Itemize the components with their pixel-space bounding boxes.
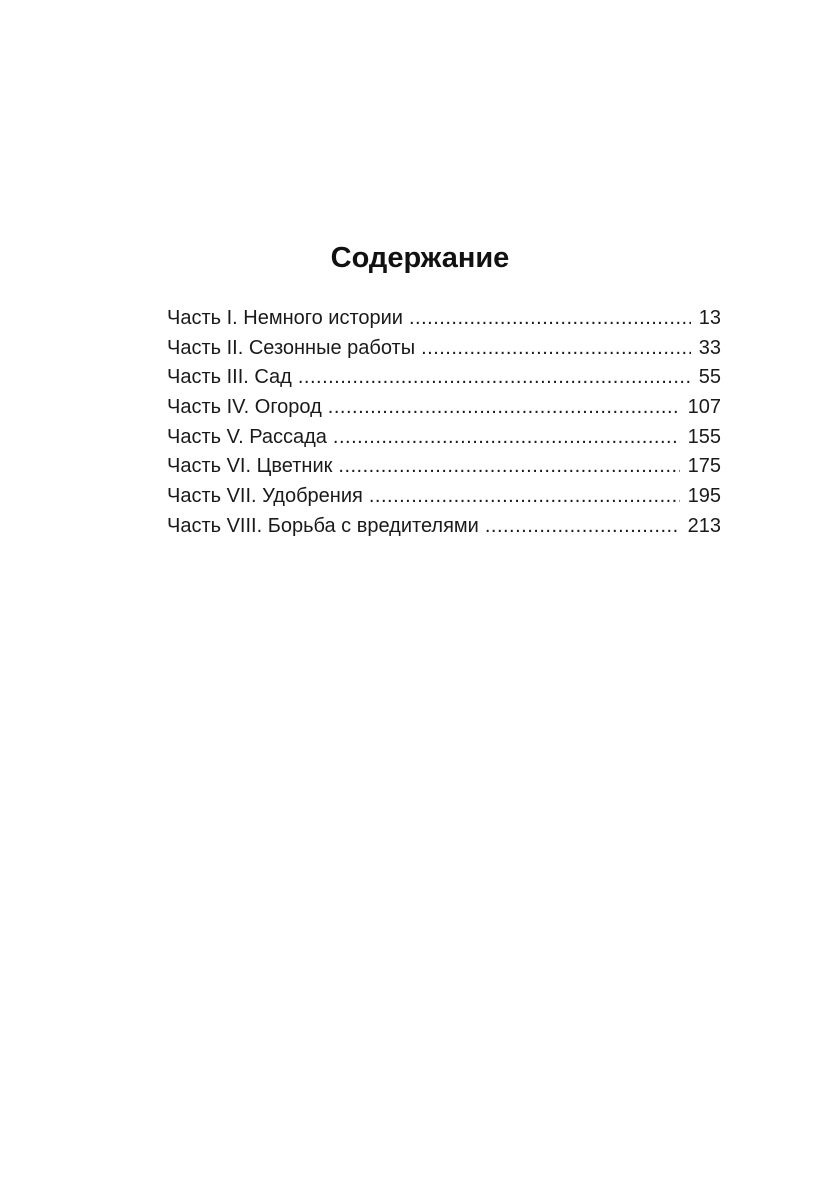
toc-dot-leader (409, 304, 691, 334)
toc-entry-label: Часть V. Рассада (167, 425, 327, 448)
toc-entry-part-5 (167, 423, 721, 453)
toc-entry-label: Часть III. Сад (167, 366, 292, 389)
toc-entry-label: Часть IV. Огород (167, 396, 322, 419)
toc-entry-label: Часть II. Сезонные работы (167, 336, 416, 359)
toc-entry-part-1 (167, 304, 721, 334)
toc-dot-leader (421, 334, 691, 364)
toc-entry-page: 107 (687, 396, 721, 419)
toc-entry-part-3 (167, 363, 721, 393)
toc-entry-part-8 (167, 512, 721, 542)
toc-dot-leader (338, 452, 679, 482)
toc-entry-part-4 (167, 393, 721, 423)
toc-dot-leader (328, 393, 680, 423)
toc-entry-part-6 (167, 452, 721, 482)
toc-entry-page: 213 (687, 514, 721, 537)
toc-dot-leader (369, 482, 680, 512)
toc-entry-label: Часть VII. Удобрения (167, 485, 363, 508)
toc-title: Содержание (330, 242, 510, 274)
toc-dot-leader (298, 363, 691, 393)
toc-entry-part-2 (167, 334, 721, 364)
toc-entry-part-7 (167, 482, 721, 512)
toc-entry-page: 13 (698, 307, 721, 329)
toc-entry-page: 175 (687, 455, 721, 478)
toc-dot-leader (333, 423, 680, 453)
toc-dot-leader (485, 512, 680, 542)
toc-entry-label: Часть I. Немного истории (167, 307, 403, 329)
toc-entry-page: 155 (687, 425, 721, 448)
toc-entry-label: Часть VI. Цветник (167, 455, 333, 478)
table-of-contents (167, 304, 721, 542)
toc-entry-page: 55 (698, 366, 721, 389)
toc-entry-page: 195 (687, 485, 721, 508)
toc-entry-label: Часть VIII. Борьба с вредителями (167, 514, 479, 537)
toc-entry-page: 33 (698, 336, 721, 359)
